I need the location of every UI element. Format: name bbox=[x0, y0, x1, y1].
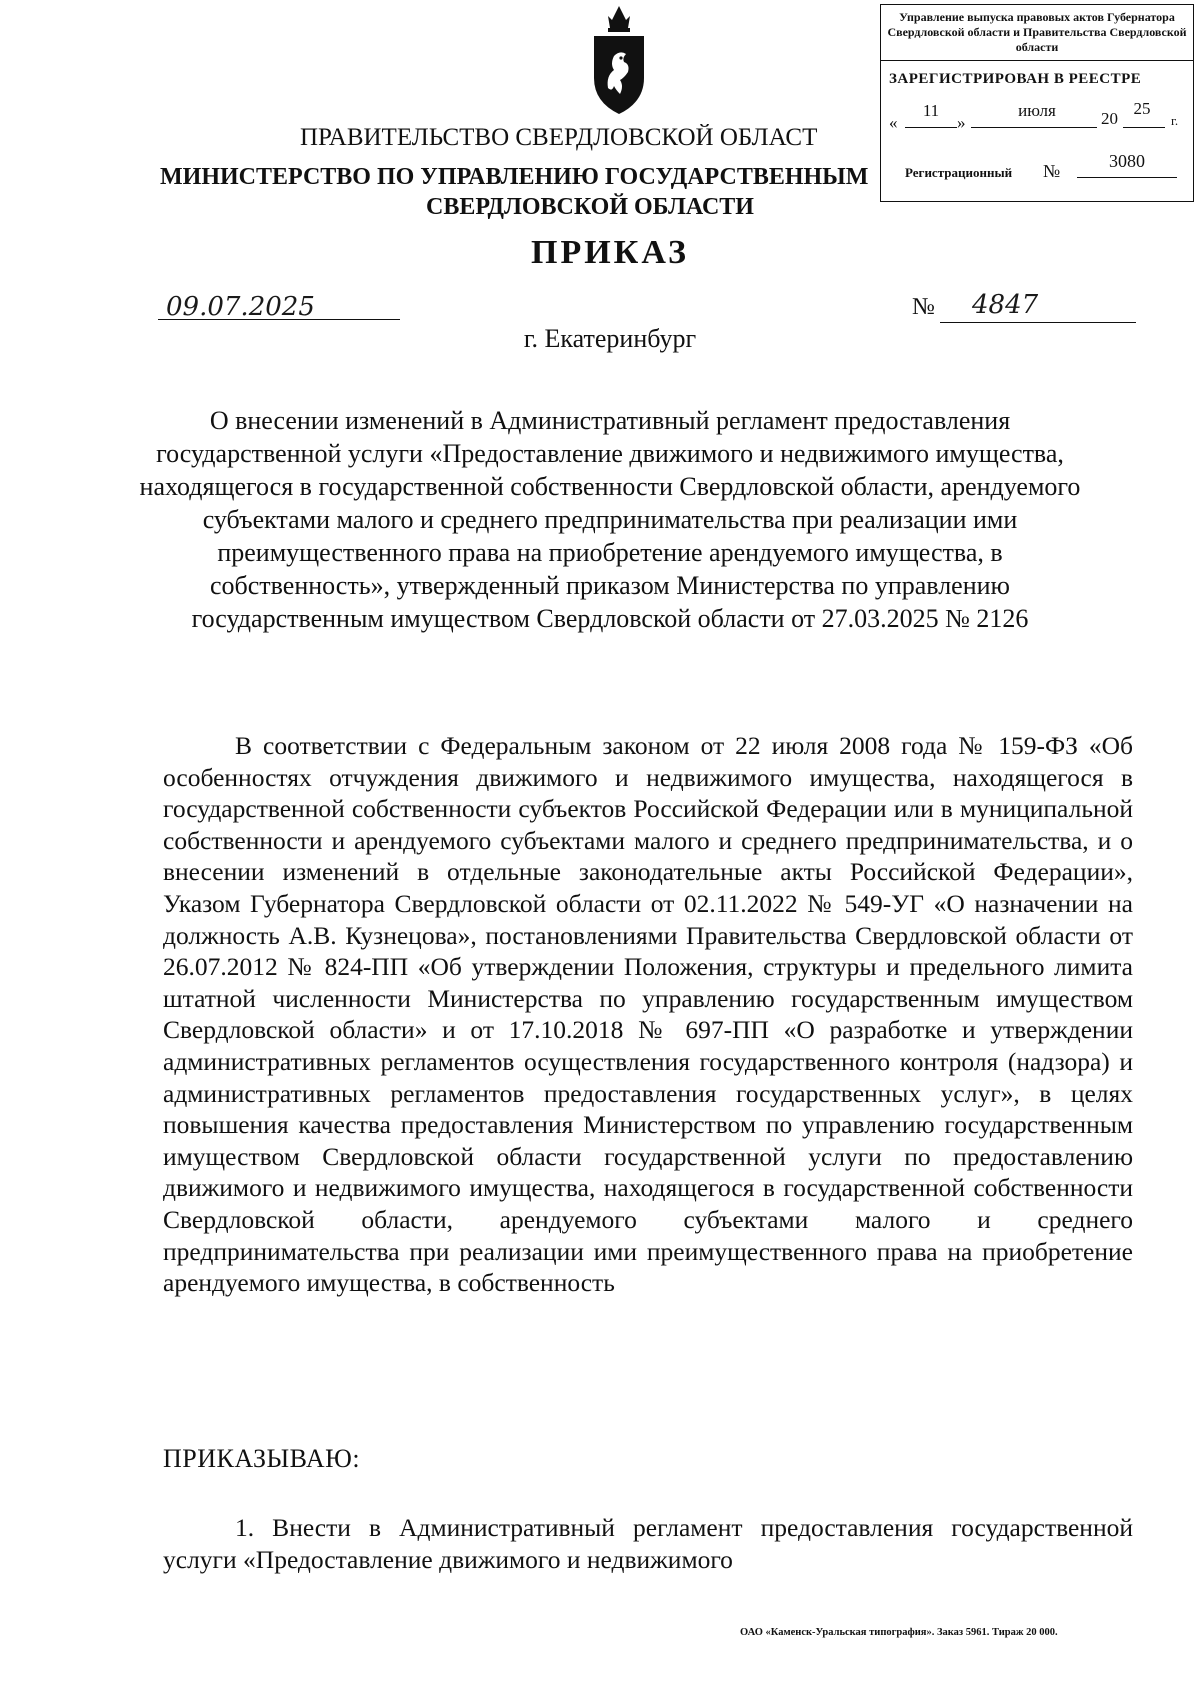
stamp-authority: Управление выпуска правовых актов Губернатора Свердловской области и Правительства Свердловской области bbox=[881, 5, 1193, 61]
ministry-name-line2: СВЕРДЛОВСКОЙ ОБЛАСТИ bbox=[426, 194, 754, 220]
coat-of-arms-icon bbox=[590, 6, 648, 116]
stamp-close-quote: » bbox=[957, 113, 966, 132]
document-type: ПРИКАЗ bbox=[531, 234, 689, 271]
ministry-name-line1: МИНИСТЕРСТВО ПО УПРАВЛЕНИЮ ГОСУДАРСТВЕННЫМ bbox=[160, 164, 869, 190]
stamp-day: 11 bbox=[922, 101, 940, 120]
registration-stamp bbox=[880, 4, 1194, 202]
order-date-handwritten: 09.07.2025 bbox=[166, 292, 315, 322]
order-word: ПРИКАЗЫВАЮ: bbox=[163, 1444, 361, 1473]
number-underline bbox=[940, 322, 1136, 323]
order-number-handwritten: 4847 bbox=[972, 290, 1039, 320]
stamp-date bbox=[889, 99, 1189, 135]
order-item-1: 1. Внести в Административный регламент предоставления государственной услуги «Предоставление движимого и недвижимого bbox=[163, 1513, 1133, 1574]
stamp-number-sign: № bbox=[1043, 161, 1061, 181]
preamble-paragraph: В соответствии с Федеральным законом от 22 июля 2008 года № 159-ФЗ «Об особенностях отчуждения движимого и недвижимого имущества, находящегося в государственной собственности субъектов Российской Федерации или в муниципальной собственности и арендуемого субъектами малого и среднего предпринимательства, и о внесении изменений в отдельные законодательные акты Российской Федерации», Указом Губернатора Свердловской области от 02.11.2022 № 549-УГ «О назначении на должность А.В. Кузнецова», постановлениями Правительства Свердловской области от 26.07.2012 № 824-ПП «Об утверждении Положения, структуры и предельного лимита штатной численности Министерства по управлению государственным имуществом Свердловской области» и от 17.10.2018 № 697-ПП «О разработке и утверждении административных регламентов осуществления государственного контроля (надзора) и административных регламентов предоставления государственных услуг», в целях повышения качества предоставления Министерством по управлению государственным имуществом Свердловской области государственной услуги по предоставлению движимого и недвижимого имущества, находящегося в государственной собственности Свердловской области, арендуемого субъектами малого и среднего предпринимательства при реализации ими преимущественного права на приобретение арендуемого имущества, в собственность bbox=[163, 731, 1133, 1298]
stamp-year-suffix: 25 bbox=[1133, 99, 1151, 118]
stamp-open-quote: « bbox=[889, 113, 898, 132]
stamp-number: 3080 bbox=[1109, 151, 1145, 171]
stamp-registered-label: ЗАРЕГИСТРИРОВАН В РЕЕСТРЕ bbox=[889, 71, 1142, 87]
stamp-month: июля bbox=[1018, 101, 1056, 120]
stamp-number-label: Регистрационный bbox=[905, 165, 1013, 180]
order-title: О внесении изменений в Административный регламент предоставления государственной услуги «Предоставление движимого и недвижимого имущества, находящегося в государственной собственности Свердловской области, арендуемого субъектами малого и среднего предпринимательства при реализации ими преимущественного права на приобретение арендуемого имущества, в собственность», утвержденный приказом Министерства по управлению государственным имуществом Свердловской области от 27.03.2025 № 2126 bbox=[139, 406, 1081, 633]
printer-imprint: ОАО «Каменск-Уральская типография». Заказ 5961. Тираж 20 000. bbox=[740, 1627, 1058, 1638]
city: г. Екатеринбург bbox=[523, 324, 697, 353]
order-number-sign: № bbox=[912, 294, 935, 320]
stamp-year-prefix: 20 bbox=[1101, 109, 1118, 128]
date-underline bbox=[158, 319, 400, 320]
stamp-year-abbr: г. bbox=[1171, 113, 1179, 128]
government-name: ПРАВИТЕЛЬСТВО СВЕРДЛОВСКОЙ ОБЛАСТ bbox=[300, 124, 818, 151]
